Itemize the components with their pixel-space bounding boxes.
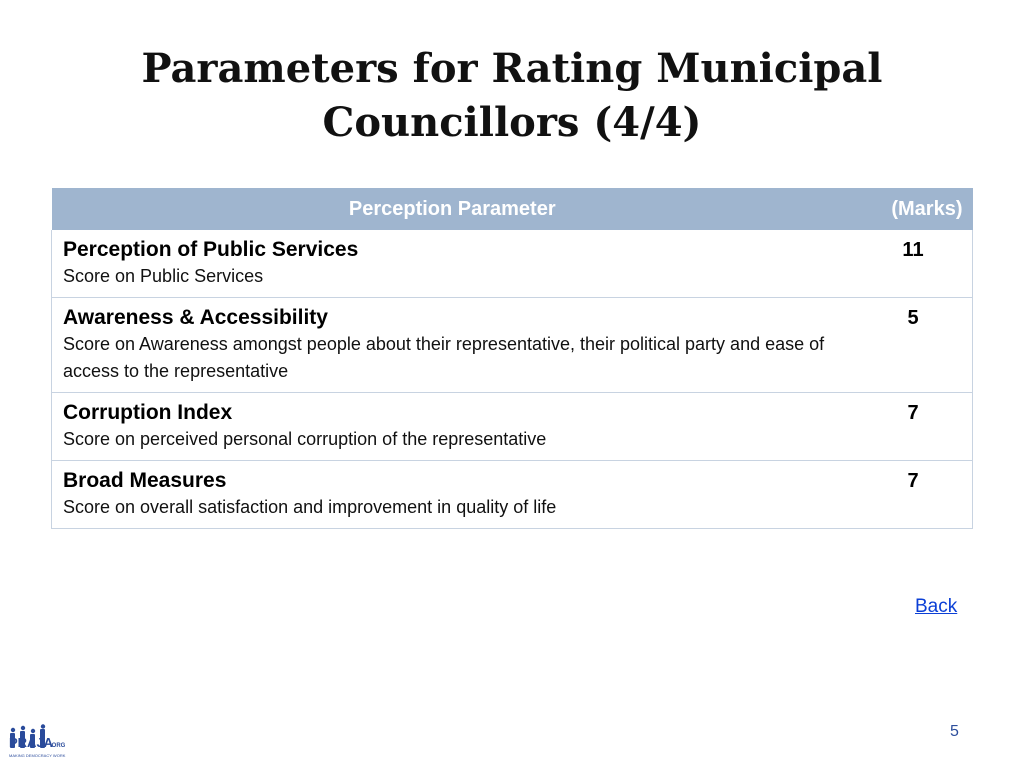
parameter-title: Perception of Public Services (63, 238, 359, 261)
table-row (52, 230, 973, 298)
parameter-title: Broad Measures (63, 469, 227, 492)
praja-logo (8, 724, 74, 762)
logo-suffix: .ORG (50, 743, 66, 749)
marks-cell: 11 (853, 230, 973, 298)
parameter-cell (52, 393, 854, 461)
back-link[interactable]: Back (915, 596, 958, 617)
page-number: 5 (950, 723, 959, 740)
marks-cell: 5 (853, 298, 973, 393)
marks-cell: 7 (853, 461, 973, 529)
parameter-title: Corruption Index (63, 401, 233, 424)
parameter-description: Score on Public Services (63, 266, 264, 286)
parameter-cell (52, 230, 854, 298)
table-row (52, 393, 973, 461)
logo-tagline: MAKING DEMOCRACY WORK (9, 753, 66, 758)
parameter-title: Awareness & Accessibility (63, 306, 328, 329)
parameter-description: Score on overall satisfaction and improvement in quality of life (63, 497, 557, 517)
table-header-row (52, 188, 973, 230)
slide-title: Parameters for Rating Municipal Councillors (4/4) (141, 45, 883, 146)
header-marks: (Marks) (853, 188, 973, 230)
parameter-cell (52, 298, 854, 393)
parameter-description: Score on perceived personal corruption of the representative (63, 429, 547, 449)
parameter-description: Score on Awareness amongst people about their representative, their political party and ease of access to the representative (63, 334, 825, 381)
logo-name: PRAJA (9, 735, 54, 750)
table-row (52, 298, 973, 393)
header-perception-parameter: Perception Parameter (52, 188, 854, 230)
marks-cell: 7 (853, 393, 973, 461)
parameter-cell (52, 461, 854, 529)
table-row (52, 461, 973, 529)
perception-parameters-table (51, 188, 973, 529)
